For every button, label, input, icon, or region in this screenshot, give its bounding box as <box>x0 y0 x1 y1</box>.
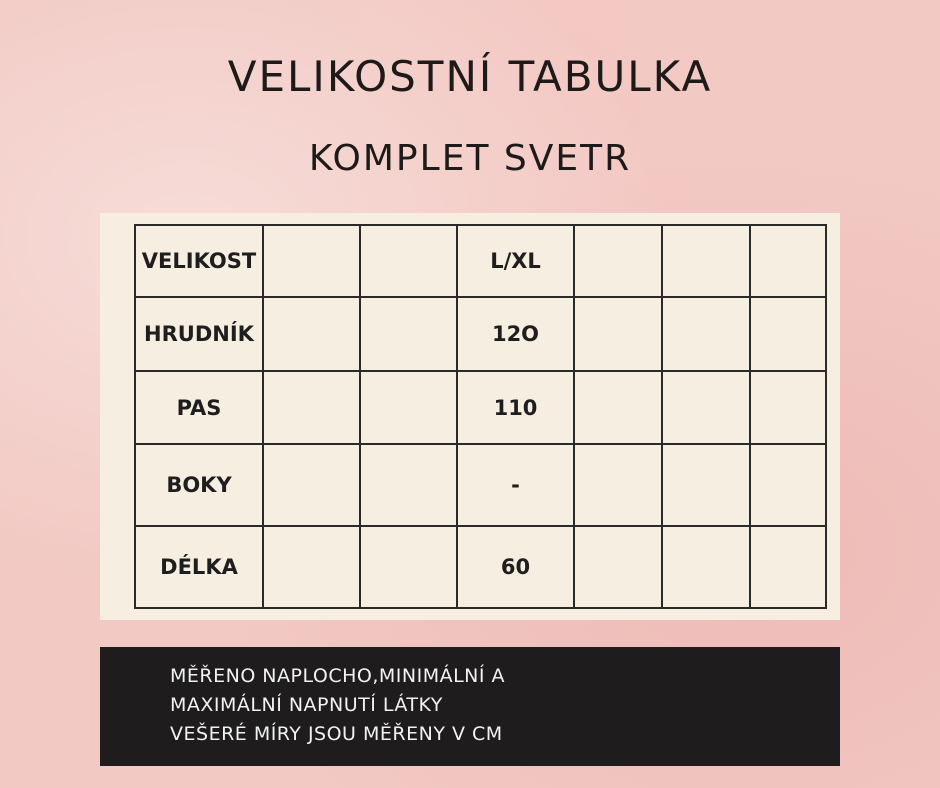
table-cell <box>750 444 826 526</box>
table-cell <box>263 225 360 297</box>
table-cell: 60 <box>457 526 574 608</box>
table-cell <box>263 526 360 608</box>
table-cell <box>750 371 826 444</box>
table-cell <box>574 297 662 371</box>
page-title: VELIKOSTNÍ TABULKA <box>227 52 713 101</box>
table-cell: - <box>457 444 574 526</box>
table-cell: 12O <box>457 297 574 371</box>
table-cell <box>263 444 360 526</box>
row-label: BOKY <box>135 444 263 526</box>
table-row <box>135 225 826 297</box>
note-line: VEŠERÉ MÍRY JSOU MĚŘENY V CM <box>170 723 503 745</box>
measurement-note <box>100 647 840 766</box>
table-cell <box>750 297 826 371</box>
table-row <box>135 371 826 444</box>
table-cell <box>574 444 662 526</box>
table-cell <box>360 225 457 297</box>
table-cell <box>360 297 457 371</box>
table-cell <box>360 526 457 608</box>
table-cell <box>360 371 457 444</box>
table-cell <box>574 225 662 297</box>
table-row <box>135 526 826 608</box>
row-label: DÉLKA <box>135 526 263 608</box>
table-cell <box>662 444 750 526</box>
note-line: MĚŘENO NAPLOCHO,MINIMÁLNÍ A <box>170 665 506 687</box>
size-table-panel <box>100 213 840 620</box>
table-cell <box>263 297 360 371</box>
size-table <box>134 224 827 609</box>
table-cell <box>574 526 662 608</box>
table-row <box>135 444 826 526</box>
table-cell <box>662 225 750 297</box>
table-cell <box>662 297 750 371</box>
table-cell <box>574 371 662 444</box>
table-cell: L/XL <box>457 225 574 297</box>
table-cell <box>750 526 826 608</box>
row-label: VELIKOST <box>135 225 263 297</box>
page-subtitle: KOMPLET SVETR <box>308 138 632 179</box>
note-line: MAXIMÁLNÍ NAPNUTÍ LÁTKY <box>170 694 443 716</box>
row-label: HRUDNÍK <box>135 297 263 371</box>
table-cell <box>662 371 750 444</box>
table-cell: 110 <box>457 371 574 444</box>
table-row <box>135 297 826 371</box>
row-label: PAS <box>135 371 263 444</box>
table-cell <box>263 371 360 444</box>
table-cell <box>662 526 750 608</box>
table-cell <box>750 225 826 297</box>
table-cell <box>360 444 457 526</box>
